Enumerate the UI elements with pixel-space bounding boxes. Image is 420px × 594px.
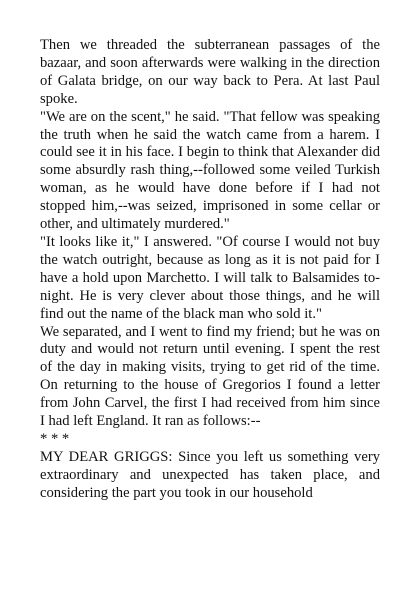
paragraph-letter-start: MY DEAR GRIGGS: Since you left us something very extraordinary and unexpected has taken place, and considering the part you took in our household <box>40 448 380 501</box>
paragraph-looks-like-it: "It looks like it," I answered. "Of course I would not buy the watch outright, because as long as it is not paid for I have a hold upon Marchetto. I will talk to Balsamides to-night. He is very clever about those things, and he will find out the name of the black man who sold it." <box>40 233 380 322</box>
document-page <box>40 37 380 503</box>
paragraph-we-separated: We separated, and I went to find my friend; but he was on duty and would not return until evening. I spent the rest of the day in making visits, trying to get rid of the time. On returning to the house of Gregorios I found a letter from John Carvel, the first I had received from him since I had left England. It ran as follows:-- <box>40 323 380 430</box>
paragraph-bazaar: Then we threaded the subterranean passages of the bazaar, and soon afterwards were walking in the direction of Galata bridge, on our way back to Pera. At last Paul spoke. <box>40 37 380 107</box>
paragraph-on-the-scent: "We are on the scent," he said. "That fellow was speaking the truth when he said the watch came from a harem. I could see it in his face. I begin to think that Alexander did some absurdly rash thing,--followed some veiled Turkish woman, as he would have done before if I had not stopped him,--was seized, imprisoned in some cellar or other, and ultimately murdered." <box>40 108 380 233</box>
section-separator: * * * <box>40 430 70 447</box>
